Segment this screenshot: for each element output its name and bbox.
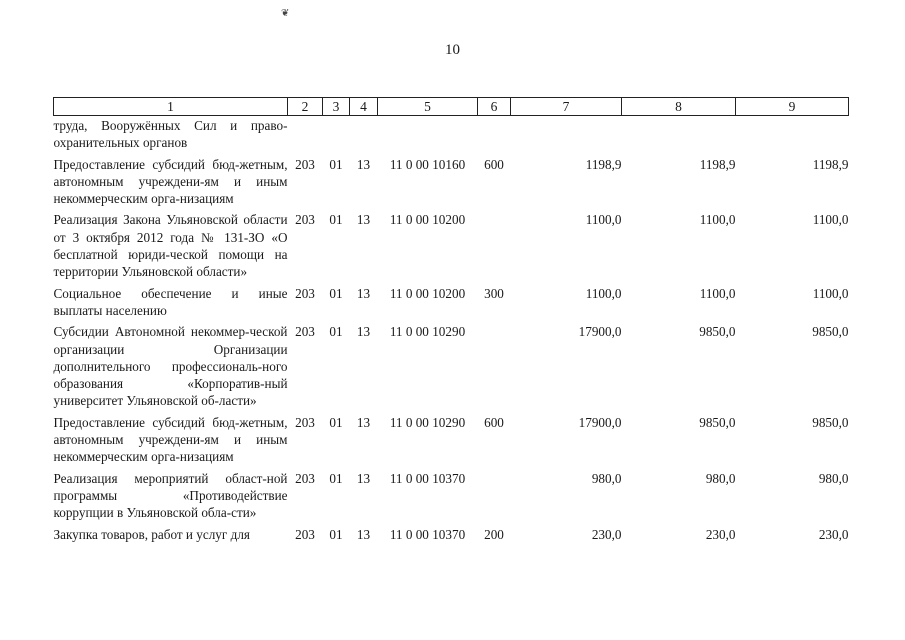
row-c3: 01 [329,526,343,542]
row-c2: 203 [295,324,315,340]
row-c5: 11 0 00 10290 [389,324,466,340]
row-c8: 9850,0 [699,414,736,430]
row-c3: 01 [329,324,343,340]
row-c2: 203 [295,470,315,486]
row-name: Предоставление субсидий бюд-жетным, автономным учреждени-ям и иным некоммерческим орга-низациям [53,414,288,465]
table-row [54,281,849,320]
table-row [54,466,849,522]
row-c5: 11 0 00 10370 [389,526,466,542]
header-col-4: 4 [350,98,378,116]
row-c2: 203 [295,414,315,430]
table-row [54,522,849,543]
row-c9 [736,116,849,152]
row-c9: 1100,0 [812,212,849,228]
row-c8: 980,0 [705,470,736,486]
row-c7 [511,116,622,152]
header-row [54,98,849,116]
row-c5 [378,116,478,152]
scan-speck: ❦ [281,8,290,19]
header-col-6: 6 [478,98,511,116]
row-c5: 11 0 00 10160 [389,156,466,172]
header-col-2: 2 [288,98,323,116]
row-name: Реализация мероприятий област-ной программы «Противодействие коррупции в Ульяновской обла-сти» [53,470,288,521]
budget-table [53,97,849,543]
row-c8: 9850,0 [699,324,736,340]
row-c3: 01 [329,470,343,486]
row-c4: 13 [356,285,371,301]
row-name: труда, Вооружённых Сил и право-охранительных органов [53,118,288,151]
table-row [54,207,849,280]
row-c2 [288,116,323,152]
row-c7: 980,0 [591,470,622,486]
header-col-9: 9 [736,98,849,116]
row-c7: 230,0 [591,526,622,542]
row-name: Реализация Закона Ульяновской области от 3 октября 2012 года № 131-ЗО «О бесплатной юриди-ческой помощи на территории Ульяновской области» [53,212,288,280]
row-c6: 600 [484,414,504,430]
row-c8 [622,116,736,152]
row-c5: 11 0 00 10200 [389,285,466,301]
header-col-7: 7 [511,98,622,116]
row-c6: 200 [484,526,504,542]
row-name: Субсидии Автономной некоммер-ческой организации Организации дополнительного профессиональ-ного образования «Корпоратив-ный университет Ульяновской об-ласти» [53,324,288,409]
row-c9: 1198,9 [812,156,849,172]
header-col-1: 1 [54,98,288,116]
row-c9: 980,0 [818,470,849,486]
header-col-3: 3 [323,98,350,116]
row-c6 [478,207,511,280]
row-c7: 1198,9 [585,156,622,172]
row-c3: 01 [329,285,343,301]
row-c2: 203 [295,285,315,301]
row-c9: 9850,0 [812,324,849,340]
row-c3: 01 [329,212,343,228]
row-c4: 13 [356,526,371,542]
row-c5: 11 0 00 10370 [389,470,466,486]
header-col-5: 5 [378,98,478,116]
header-col-8: 8 [622,98,736,116]
row-name: Социальное обеспечение и иные выплаты населению [53,285,288,318]
row-c7: 17900,0 [578,324,622,340]
row-c4: 13 [356,414,371,430]
row-c6: 600 [484,156,504,172]
row-c5: 11 0 00 10290 [389,414,466,430]
table-row [54,410,849,466]
row-c2: 203 [295,156,315,172]
row-c6: 300 [484,285,504,301]
row-c5: 11 0 00 10200 [389,212,466,228]
row-c6 [478,466,511,522]
row-name: Предоставление субсидий бюд-жетным, автономным учреждени-ям и иным некоммерческим орга-низациям [53,156,288,207]
table-row [54,319,849,409]
row-c4: 13 [356,470,371,486]
row-c7: 1100,0 [585,212,622,228]
row-c7: 17900,0 [578,414,622,430]
table-row [54,152,849,208]
row-c4 [350,116,378,152]
row-c4: 13 [356,212,371,228]
page-number: 10 [445,42,460,58]
row-c3: 01 [329,156,343,172]
row-c8: 230,0 [705,526,736,542]
row-c2: 203 [295,212,315,228]
row-c8: 1100,0 [699,212,736,228]
row-c8: 1198,9 [699,156,736,172]
row-c3 [323,116,350,152]
row-name: Закупка товаров, работ и услуг для [53,526,250,542]
row-c7: 1100,0 [585,285,622,301]
row-c9: 9850,0 [812,414,849,430]
row-c4: 13 [356,156,371,172]
row-c6 [478,116,511,152]
table-row [54,116,849,152]
row-c4: 13 [356,324,371,340]
row-c9: 230,0 [818,526,849,542]
row-c2: 203 [295,526,315,542]
row-c9: 1100,0 [812,285,849,301]
row-c8: 1100,0 [699,285,736,301]
row-c6 [478,319,511,409]
row-c3: 01 [329,414,343,430]
